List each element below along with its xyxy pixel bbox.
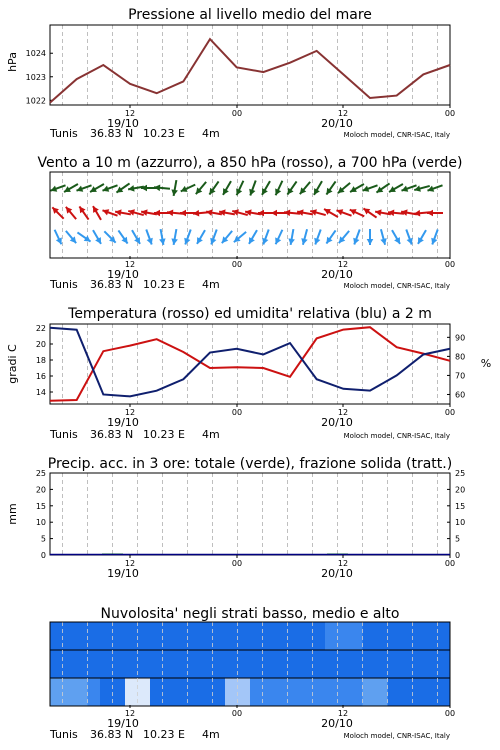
wind-arrow-10m — [77, 232, 90, 241]
y-tick-label-right: 5 — [455, 534, 461, 544]
cloud-cell — [150, 678, 163, 706]
wind-arrow-700 — [262, 181, 270, 195]
cloud-cell — [300, 622, 313, 650]
cloud-cell — [100, 622, 113, 650]
cloud-cell — [200, 650, 213, 678]
y-tick-label: 0 — [40, 551, 46, 560]
cloud-cell — [100, 650, 113, 678]
y-tick-label-right: 0 — [455, 551, 461, 560]
cloud-cell — [188, 678, 201, 706]
cloud-cell — [63, 622, 76, 650]
cloud-cell — [125, 678, 138, 706]
wind-arrow-700 — [196, 182, 206, 194]
station-lon: 10.23 E — [143, 127, 185, 140]
wind-arrow-700 — [326, 181, 335, 194]
x-tick-label: 12 — [337, 109, 349, 118]
x-tick-label: 12 — [124, 109, 136, 118]
x-tick-label: 00 — [231, 260, 243, 269]
pressure-panel — [6, 7, 455, 140]
station-lat: 36.83 N — [90, 428, 134, 441]
cloud-cell — [338, 678, 351, 706]
x-tick-label: 00 — [231, 109, 243, 118]
precip-title: Precip. acc. in 3 ore: totale (verde), frazione solida (tratt.) — [47, 456, 453, 472]
cloud-cell — [250, 622, 263, 650]
cloud-cell — [213, 650, 226, 678]
wind-arrow-head — [141, 185, 147, 192]
y-tick-label: 1023 — [25, 72, 46, 82]
wind-arrow-700 — [401, 185, 416, 192]
wind-arrow-10m — [367, 229, 374, 245]
temperature-line — [50, 327, 450, 401]
cloud-cell — [363, 650, 376, 678]
x-tick-label: 00 — [444, 559, 456, 568]
model-credit: Moloch model, CNR-ISAC, Italy — [343, 732, 450, 740]
wind-arrow-10m — [406, 229, 413, 244]
cloud-title: Nuvolosita' negli strati basso, medio e alto — [100, 606, 400, 622]
pressure-ylabel: hPa — [6, 52, 19, 72]
wind-arrow-850 — [324, 209, 338, 217]
wind-arrow-700 — [249, 180, 256, 195]
cloud-cell — [88, 678, 101, 706]
model-credit: Moloch model, CNR-ISAC, Italy — [343, 131, 450, 139]
cloud-cell — [250, 678, 263, 706]
wind-arrow-700 — [76, 185, 91, 192]
station-name: Tunis — [50, 278, 78, 291]
cloud-cell — [225, 678, 238, 706]
station-alt: 4m — [202, 278, 220, 291]
wind-arrow-10m — [146, 229, 153, 244]
temperature-ylabel: gradi C — [6, 344, 19, 384]
wind-arrow-850 — [284, 210, 300, 217]
cloud-cell — [50, 622, 63, 650]
station-lat: 36.83 N — [90, 728, 134, 741]
y-tick-label-right: 20 — [455, 485, 466, 495]
pressure-plot-frame — [50, 25, 450, 105]
y-tick-label: 18 — [35, 356, 46, 365]
cloud-cell — [263, 650, 276, 678]
cloud-cell — [63, 678, 76, 706]
x-tick-label: 00 — [444, 260, 456, 269]
cloud-cell — [300, 678, 313, 706]
wind-arrow-700 — [287, 181, 296, 194]
y-tick-label-right: 80 — [455, 352, 466, 362]
wind-arrow-10m — [353, 229, 360, 244]
wind-arrow-10m — [301, 229, 307, 244]
cloud-cell — [413, 650, 426, 678]
cloud-cell — [225, 622, 238, 650]
humidity-ylabel: % — [480, 357, 492, 370]
x-tick-label: 00 — [231, 559, 243, 568]
wind-arrow-head — [388, 210, 394, 217]
wind-arrow-head — [427, 210, 433, 217]
wind-arrow-10m — [234, 232, 246, 242]
wind-arrow-700 — [64, 184, 78, 192]
cloud-cell — [288, 678, 301, 706]
x-tick-label: 12 — [124, 559, 136, 568]
x-date-label: 19/10 — [107, 717, 139, 730]
wind-arrow-10m — [132, 230, 140, 244]
cloud-cell — [388, 622, 401, 650]
x-date-label: 19/10 — [107, 416, 139, 429]
y-tick-label: 1022 — [25, 96, 46, 106]
cloud-cell — [313, 622, 326, 650]
cloud-cell — [138, 650, 151, 678]
cloud-cell — [213, 622, 226, 650]
y-tick-label: 25 — [35, 469, 46, 478]
x-tick-label: 00 — [231, 709, 243, 718]
cloud-cell — [438, 650, 451, 678]
wind-arrow-850 — [363, 208, 376, 217]
wind-arrow-700 — [362, 185, 377, 192]
cloud-cell — [100, 678, 113, 706]
cloud-cell — [250, 650, 263, 678]
wind-arrow-850 — [52, 207, 63, 218]
wind-arrow-700 — [209, 181, 218, 194]
cloud-cell — [388, 678, 401, 706]
y-tick-label-right: 15 — [455, 501, 466, 511]
wind-arrow-10m — [339, 231, 349, 243]
x-tick-label: 12 — [337, 408, 349, 417]
x-tick-label: 12 — [124, 709, 136, 718]
x-tick-label: 12 — [124, 408, 136, 417]
wind-arrow-850 — [66, 207, 76, 219]
wind-arrow-10m — [275, 230, 282, 245]
cloud-cell — [438, 622, 451, 650]
cloud-cell — [338, 622, 351, 650]
x-tick-label: 12 — [337, 709, 349, 718]
cloud-cell — [275, 678, 288, 706]
x-tick-label: 12 — [124, 260, 136, 269]
cloud-cell — [425, 622, 438, 650]
wind-arrow-700 — [50, 185, 65, 192]
wind-arrow-head — [154, 210, 160, 217]
cloud-cell — [413, 622, 426, 650]
x-tick-label: 00 — [444, 709, 456, 718]
wind-arrow-head — [414, 210, 420, 217]
wind-arrow-700 — [116, 183, 129, 192]
cloud-cell — [238, 678, 251, 706]
cloud-cell — [288, 650, 301, 678]
wind-arrow-head — [367, 239, 374, 245]
cloud-cell — [263, 622, 276, 650]
wind-arrow-700 — [90, 184, 104, 192]
cloud-cell — [188, 622, 201, 650]
wind-arrow-10m — [55, 230, 62, 245]
y-tick-label-right: 60 — [455, 390, 466, 400]
humidity-line — [50, 328, 450, 397]
cloud-cell — [325, 678, 338, 706]
x-date-label: 19/10 — [107, 268, 139, 281]
x-tick-label: 12 — [337, 260, 349, 269]
cloud-cell — [263, 678, 276, 706]
precip-plot-frame — [50, 473, 450, 555]
cloud-cell — [350, 622, 363, 650]
station-name: Tunis — [50, 127, 78, 140]
wind-arrow-10m — [431, 229, 438, 244]
wind-arrow-850 — [93, 206, 101, 220]
temperature-plot-frame — [50, 324, 450, 404]
cloud-cell — [163, 650, 176, 678]
cloud-cell — [175, 678, 188, 706]
wind-arrow-head — [154, 185, 160, 192]
wind-arrow-10m — [326, 230, 335, 243]
cloud-cell — [50, 678, 63, 706]
wind-arrow-head — [258, 210, 264, 217]
cloud-cell — [150, 622, 163, 650]
wind-arrow-850 — [350, 209, 365, 216]
precip-ylabel: mm — [6, 503, 19, 525]
wind-arrow-10m — [262, 229, 269, 244]
wind-arrow-10m — [418, 230, 426, 244]
wind-arrow-head — [180, 210, 186, 217]
x-date-label: 20/10 — [321, 717, 353, 730]
model-credit: Moloch model, CNR-ISAC, Italy — [343, 282, 450, 290]
cloud-cell — [438, 678, 451, 706]
cloud-cell — [350, 650, 363, 678]
cloud-cell — [363, 678, 376, 706]
cloud-cell — [350, 678, 363, 706]
cloud-cell — [113, 678, 126, 706]
cloud-cell — [175, 650, 188, 678]
wind-arrow-10m — [118, 230, 127, 243]
cloud-cell — [288, 622, 301, 650]
cloud-cell — [400, 622, 413, 650]
cloud-cell — [200, 678, 213, 706]
cloud-cell — [275, 650, 288, 678]
cloud-cell — [275, 622, 288, 650]
wind-arrow-850 — [427, 210, 443, 217]
wind-arrow-head — [271, 210, 277, 217]
cloud-cell — [88, 650, 101, 678]
cloud-cell — [375, 650, 388, 678]
cloud-cell — [200, 622, 213, 650]
cloud-cell — [138, 622, 151, 650]
cloud-cell — [50, 650, 63, 678]
wind-arrow-700 — [338, 183, 350, 193]
station-alt: 4m — [202, 728, 220, 741]
cloud-cell — [388, 650, 401, 678]
y-tick-label: 10 — [35, 518, 46, 528]
x-tick-label: 12 — [337, 559, 349, 568]
cloud-cell — [300, 650, 313, 678]
cloud-cell — [75, 622, 88, 650]
cloud-cell — [338, 650, 351, 678]
cloud-cell — [325, 650, 338, 678]
cloud-cell — [213, 678, 226, 706]
wind-arrow-850 — [336, 209, 351, 216]
temperature-title: Temperatura (rosso) ed umidita' relativa (blu) a 2 m — [68, 306, 432, 322]
station-name: Tunis — [50, 428, 78, 441]
station-alt: 4m — [202, 127, 220, 140]
wind-arrow-10m — [66, 231, 76, 243]
y-tick-label: 14 — [35, 388, 46, 397]
y-tick-label-right: 90 — [455, 333, 466, 343]
wind-arrow-10m — [93, 230, 101, 244]
y-tick-label: 15 — [35, 501, 46, 511]
wind-arrow-700 — [154, 185, 170, 192]
y-tick-label: 20 — [35, 485, 46, 495]
cloud-cell — [400, 650, 413, 678]
wind-panel — [37, 155, 462, 291]
wind-arrow-10m — [171, 229, 177, 245]
cloud-cell — [400, 678, 413, 706]
wind-title: Vento a 10 m (azzurro), a 850 hPa (rosso), a 700 hPa (verde) — [37, 155, 463, 171]
cloud-cell — [113, 622, 126, 650]
wind-arrow-10m — [197, 230, 205, 244]
cloud-cell — [175, 622, 188, 650]
y-tick-label: 16 — [35, 372, 46, 381]
x-date-label: 19/10 — [107, 117, 139, 130]
cloud-cell — [413, 678, 426, 706]
cloud-cell — [313, 678, 326, 706]
pressure-line — [50, 39, 450, 103]
pressure-title: Pressione al livello medio del mare — [128, 7, 372, 23]
wind-arrow-700 — [314, 181, 322, 195]
wind-arrow-10m — [210, 229, 217, 244]
wind-arrow-head — [193, 210, 199, 217]
cloud-cell — [225, 650, 238, 678]
wind-arrow-10m — [392, 230, 400, 244]
y-tick-label: 5 — [40, 534, 46, 544]
station-lat: 36.83 N — [90, 278, 134, 291]
wind-arrow-700 — [223, 181, 231, 195]
wind-arrow-700 — [300, 182, 310, 194]
y-tick-label: 20 — [35, 340, 46, 349]
cloud-cell — [138, 678, 151, 706]
model-credit: Moloch model, CNR-ISAC, Italy — [343, 432, 450, 440]
y-tick-label-right: 25 — [455, 469, 466, 478]
x-date-label: 20/10 — [321, 117, 353, 130]
wind-arrow-700 — [350, 184, 364, 192]
y-tick-label: 1024 — [25, 49, 46, 59]
x-tick-label: 00 — [444, 408, 456, 417]
cloud-panel — [49, 606, 455, 741]
wind-arrow-10m — [288, 229, 294, 245]
x-tick-label: 00 — [231, 408, 243, 417]
cloud-cell — [75, 650, 88, 678]
station-lon: 10.23 E — [143, 428, 185, 441]
cloud-cell — [363, 622, 376, 650]
cloud-cell — [113, 650, 126, 678]
x-date-label: 20/10 — [321, 567, 353, 580]
station-lon: 10.23 E — [143, 728, 185, 741]
wind-arrow-10m — [249, 230, 257, 244]
cloud-cell — [238, 622, 251, 650]
cloud-cell — [375, 622, 388, 650]
cloud-cell — [163, 678, 176, 706]
cloud-cell — [150, 650, 163, 678]
precip-panel — [6, 456, 465, 580]
temperature-panel — [6, 306, 491, 441]
wind-arrow-10m — [314, 229, 321, 244]
wind-arrow-700 — [275, 181, 282, 196]
y-tick-label-right: 10 — [455, 518, 466, 528]
cloud-cell — [238, 650, 251, 678]
cloud-cell — [125, 650, 138, 678]
wind-arrow-10m — [222, 231, 232, 243]
cloud-cell — [63, 650, 76, 678]
cloud-cell — [125, 622, 138, 650]
station-lat: 36.83 N — [90, 127, 134, 140]
wind-arrow-700 — [181, 185, 196, 192]
wind-arrow-700 — [102, 185, 117, 192]
cloud-cell — [425, 678, 438, 706]
station-name: Tunis — [50, 728, 78, 741]
y-tick-label-right: 70 — [455, 371, 466, 381]
station-lon: 10.23 E — [143, 278, 185, 291]
x-date-label: 20/10 — [321, 416, 353, 429]
cloud-cell — [313, 650, 326, 678]
station-alt: 4m — [202, 428, 220, 441]
wind-arrow-10m — [380, 229, 386, 244]
wind-arrow-head — [167, 210, 173, 217]
cloud-cell — [88, 622, 101, 650]
wind-arrow-10m — [104, 231, 115, 242]
x-date-label: 19/10 — [107, 567, 139, 580]
cloud-cell — [375, 678, 388, 706]
cloud-cell — [163, 622, 176, 650]
wind-arrow-700 — [389, 184, 403, 192]
cloud-cell — [325, 622, 338, 650]
x-date-label: 20/10 — [321, 268, 353, 281]
y-tick-label: 22 — [35, 324, 46, 333]
cloud-cell — [188, 650, 201, 678]
x-tick-label: 00 — [444, 109, 456, 118]
cloud-cell — [425, 650, 438, 678]
wind-arrow-700 — [171, 180, 177, 196]
cloud-cell — [75, 678, 88, 706]
